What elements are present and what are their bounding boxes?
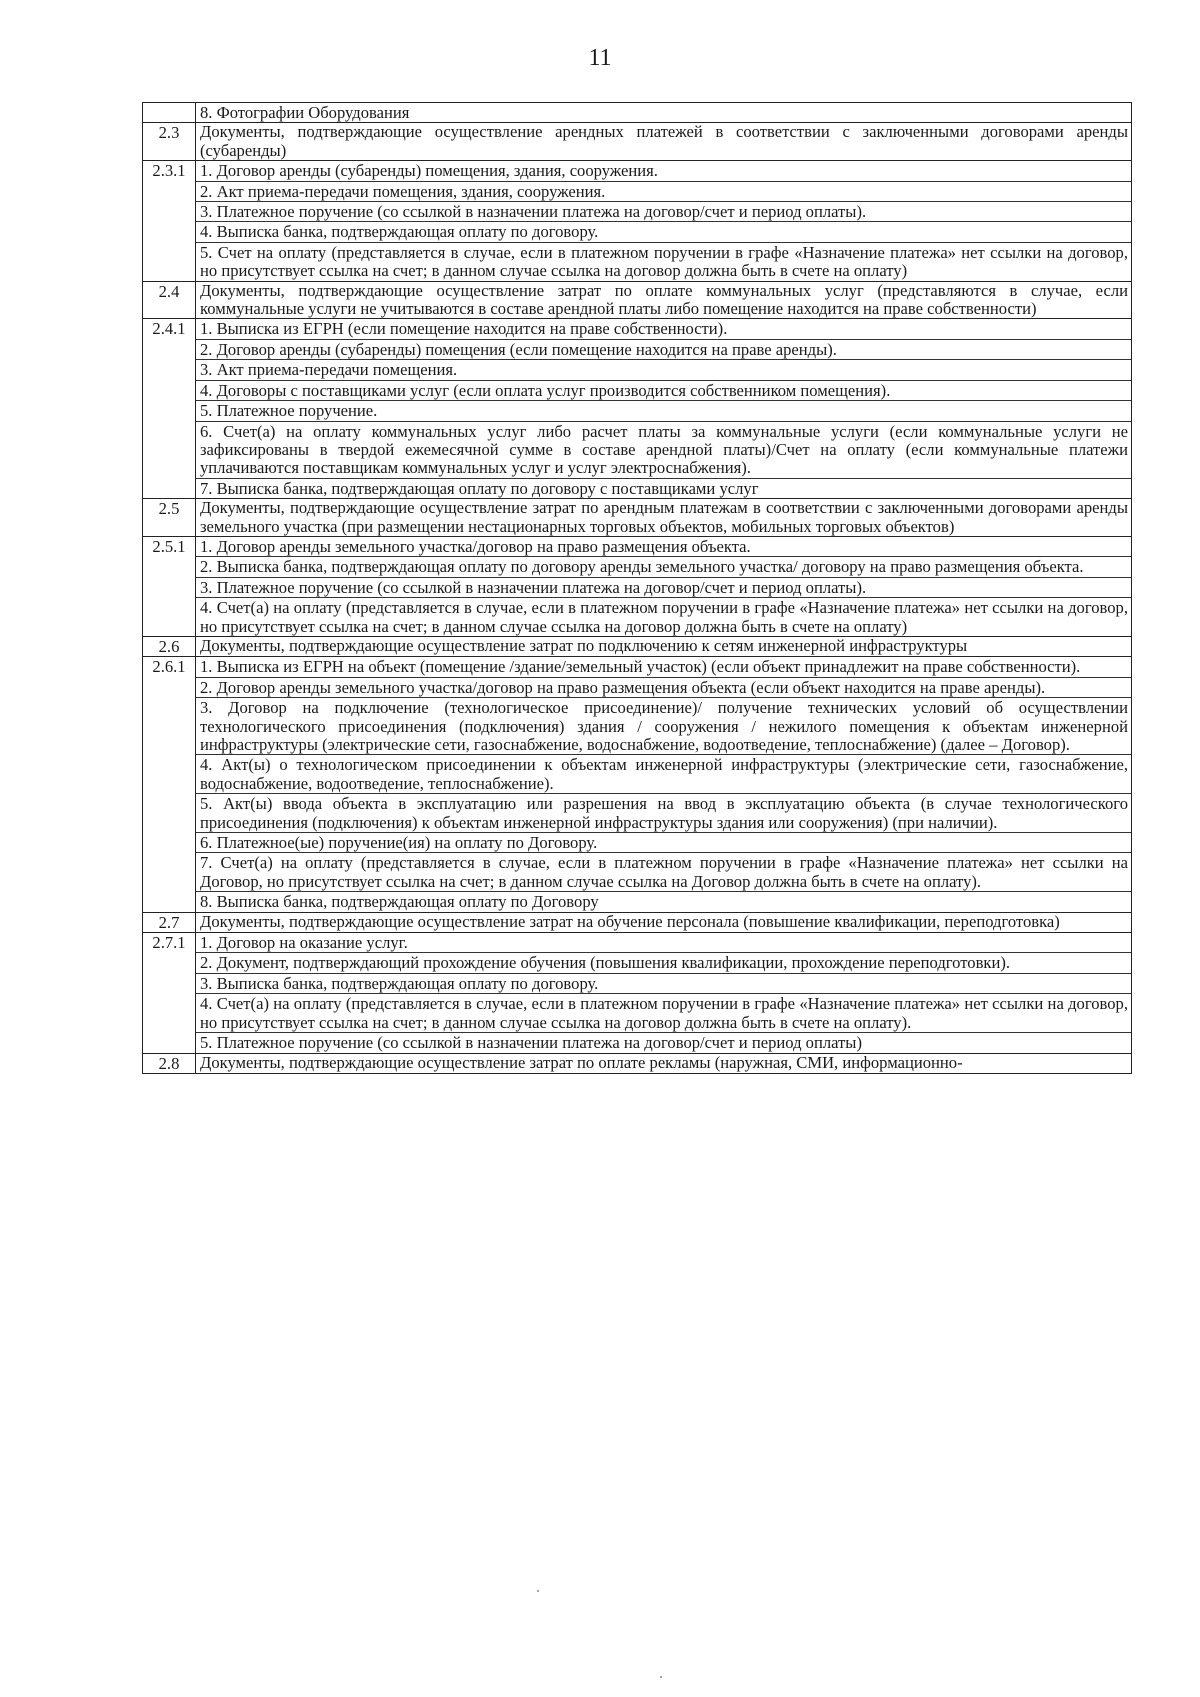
- document-list-cell: [196, 319, 1132, 499]
- section-number: 2.6: [143, 636, 196, 656]
- section-heading-cell: [196, 123, 1132, 161]
- table-row: [143, 1053, 1132, 1073]
- page-number: 11: [588, 45, 612, 71]
- section-number: 2.5: [143, 499, 196, 537]
- section-heading-text: Документы, подтверждающие осуществление затрат по арендным платежам в соответствии с заключенными договорами аренды земельного участка (при размещении нестационарных торговых объектов, мобильных торговых объектов): [200, 498, 1128, 536]
- document-list-cell: [196, 103, 1132, 123]
- table-row: [143, 499, 1132, 537]
- table-row: [143, 933, 1132, 1053]
- document-list-item: 1. Выписка из ЕГРН на объект (помещение /здание/земельный участок) (если объект принадлежит на праве собственности).: [200, 657, 1081, 677]
- document-list-item: 5. Акт(ы) ввода объекта в эксплуатацию или разрешения на ввод в эксплуатацию объекта (в случае технологического присоединения (подключения) к объектам инженерной инфраструктуры здания или сооружения) (при наличии).: [196, 793, 1131, 832]
- section-number: 2.4.1: [143, 319, 196, 499]
- section-number: 2.8: [143, 1053, 196, 1073]
- section-number: 2.5.1: [143, 536, 196, 636]
- document-list-item: 4. Договоры с поставщиками услуг (если оплата услуг производится собственником помещения).: [196, 380, 1131, 400]
- document-list-item: 2. Выписка банка, подтверждающая оплату по договору аренды земельного участка/ договору на право размещения объекта.: [196, 556, 1131, 576]
- document-list-item: 3. Выписка банка, подтверждающая оплату по договору.: [196, 973, 1131, 993]
- section-number: [143, 103, 196, 123]
- document-list-item: 4. Счет(а) на оплату (представляется в случае, если в платежном поручении в графе «Назначение платежа» нет ссылки на договор, но присутствует ссылка на счет; в данном случае ссылка на договор должна быть в счете на оплату): [196, 597, 1131, 636]
- section-number: 2.7.1: [143, 933, 196, 1053]
- section-heading-text: Документы, подтверждающие осуществление затрат на обучение персонала (повышение квалификации, переподготовка): [200, 911, 1060, 931]
- document-list-item: 1. Договор на оказание услуг.: [200, 933, 408, 953]
- table-row: [143, 536, 1132, 636]
- document-list-item: 4. Выписка банка, подтверждающая оплату по договору.: [196, 221, 1131, 241]
- document-list-item: 8. Выписка банка, подтверждающая оплату по Договору: [196, 891, 1131, 911]
- document-list-item: 6. Платежное(ые) поручение(ия) на оплату по Договору.: [196, 832, 1131, 852]
- document-list-item: 4. Акт(ы) о технологическом присоединении к объектам инженерной инфраструктуры (электрические сети, газоснабжение, водоснабжение, водоотведение, теплоснабжение).: [196, 754, 1131, 793]
- table-row: [143, 319, 1132, 499]
- document-list-cell: [196, 161, 1132, 281]
- document-list-item: 6. Счет(а) на оплату коммунальных услуг либо расчет платы за коммунальные услуги (если коммунальные услуги не зафиксированы в твердой ежемесячной сумме в составе арендной платы)/Счет на оплату (если коммунальные платежи уплачиваются поставщикам коммунальных услуг и услуг электроснабжения).: [196, 421, 1131, 478]
- document-list-item: 1. Договор аренды (субаренды) помещения, здания, сооружения.: [200, 161, 658, 181]
- section-heading-cell: [196, 499, 1132, 537]
- document-table-body: [143, 103, 1132, 1074]
- section-number: 2.4: [143, 281, 196, 319]
- table-row: [143, 281, 1132, 319]
- table-row: [143, 912, 1132, 932]
- section-heading-text: Документы, подтверждающие осуществление затрат по подключению к сетям инженерной инфраструктуры: [200, 635, 968, 655]
- section-heading-text: Документы, подтверждающие осуществление затрат по оплате коммунальных услуг (представляются в случае, если коммунальные услуги не учитываются в составе арендной платы либо помещение находится на праве собственности): [200, 280, 1128, 319]
- document-list-item: 1. Выписка из ЕГРН (если помещение находится на праве собственности).: [200, 319, 728, 339]
- document-list-item: 5. Платежное поручение (со ссылкой в назначении платежа на договор/счет и период оплаты): [196, 1032, 1131, 1052]
- document-list-item: 3. Договор на подключение (технологическое присоединение)/ получение технических условий об осуществлении технологического присоединения (подключения) здания / сооружения / нежилого помещения к объектам инженерной инфраструктуры (электрические сети, газоснабжение, водоснабжение, водоотведение, теплоснабжение) (далее – Договор).: [196, 697, 1131, 754]
- document-list-item: 7. Счет(а) на оплату (представляется в случае, если в платежном поручении в графе «Назначение платежа» нет ссылки на Договор, но присутствует ссылка на счет; в данном случае ссылка на Договор должна быть в счете на оплату).: [196, 852, 1131, 891]
- document-list-item: 1. Договор аренды земельного участка/договор на право размещения объекта.: [200, 536, 751, 556]
- section-number: 2.7: [143, 912, 196, 932]
- table-row: [143, 161, 1132, 281]
- scan-speck: [660, 1676, 662, 1678]
- document-table: [142, 102, 1132, 1074]
- document-list-item: 2. Договор аренды земельного участка/договор на право размещения объекта (если объект находится на праве аренды).: [196, 677, 1131, 697]
- table-row: [143, 103, 1132, 123]
- section-number: 2.3: [143, 123, 196, 161]
- document-list-item: 3. Акт приема-передачи помещения.: [196, 359, 1131, 379]
- table-row: [143, 123, 1132, 161]
- section-heading-cell: [196, 1053, 1132, 1073]
- scan-speck: [537, 1590, 539, 1592]
- section-number: 2.3.1: [143, 161, 196, 281]
- document-list-item: 4. Счет(а) на оплату (представляется в случае, если в платежном поручении в графе «Назначение платежа» нет ссылки на договор, но присутствует ссылка на счет; в данном случае ссылка на договор должна быть в счете на оплату).: [196, 993, 1131, 1032]
- document-list-item: 2. Документ, подтверждающий прохождение обучения (повышения квалификации, прохождение переподготовки).: [196, 952, 1131, 972]
- document-list-item: 5. Счет на оплату (представляется в случае, если в платежном поручении в графе «Назначение платежа» нет ссылки на договор, но присутствует ссылка на счет; в данном случае ссылка на договор должна быть в счете на оплату): [196, 242, 1131, 281]
- document-list-item: 3. Платежное поручение (со ссылкой в назначении платежа на договор/счет и период оплаты).: [196, 201, 1131, 221]
- section-heading-text: Документы, подтверждающие осуществление арендных платежей в соответствии с заключенными договорами аренды (субаренды): [200, 122, 1128, 160]
- section-heading-cell: [196, 281, 1132, 319]
- document-list-item: 5. Платежное поручение.: [196, 400, 1131, 420]
- section-number: 2.6.1: [143, 657, 196, 912]
- section-heading-cell: [196, 636, 1132, 656]
- section-heading-text: Документы, подтверждающие осуществление затрат по оплате рекламы (наружная, СМИ, информационно-: [200, 1052, 963, 1072]
- document-list-cell: [196, 536, 1132, 636]
- document-list-item: 2. Договор аренды (субаренды) помещения (если помещение находится на праве аренды).: [196, 339, 1131, 359]
- table-row: [143, 636, 1132, 656]
- table-row: [143, 657, 1132, 912]
- document-list-item: 3. Платежное поручение (со ссылкой в назначении платежа на договор/счет и период оплаты).: [196, 577, 1131, 597]
- document-list-item: 8. Фотографии Оборудования: [200, 103, 410, 122]
- document-list-item: 7. Выписка банка, подтверждающая оплату по договору с поставщиками услуг: [196, 478, 1131, 498]
- document-list-cell: [196, 933, 1132, 1053]
- document-list-item: 2. Акт приема-передачи помещения, здания, сооружения.: [196, 181, 1131, 201]
- section-heading-cell: [196, 912, 1132, 932]
- document-list-cell: [196, 657, 1132, 912]
